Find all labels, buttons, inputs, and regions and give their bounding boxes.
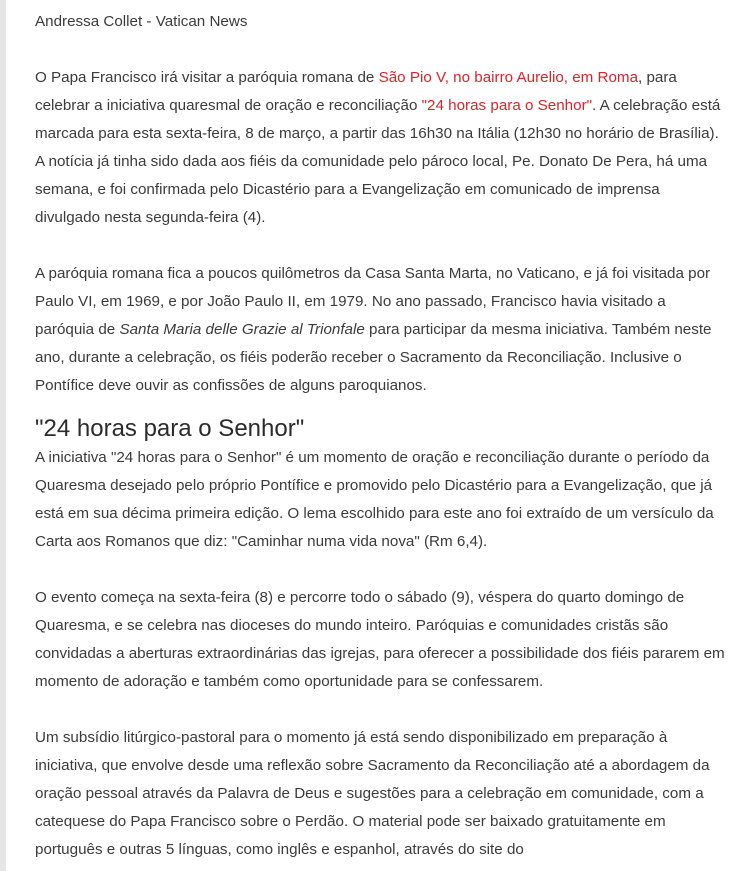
paragraph-4: O evento começa na sexta-feira (8) e percorre todo o sábado (9), véspera do quarto domingo de Quaresma, e se celebra nas dioceses do mundo inteiro. Paróquias e comunidades cristãs são convidadas a aberturas extraordinárias das igrejas, para oferecer a possibilidade dos fiéis pararem em momento de adoração e também como oportunidade para se confessarem. bbox=[35, 589, 725, 690]
paragraph-1-text-b: , para celebrar a iniciativa quaresmal de oração e reconciliação bbox=[35, 69, 677, 114]
paragraph-1 bbox=[35, 64, 725, 232]
parish-name-italic: Santa Maria delle Grazie al Trionfale bbox=[119, 321, 365, 338]
article-body bbox=[35, 8, 725, 871]
left-border bbox=[0, 0, 6, 871]
paragraph-2 bbox=[35, 260, 725, 400]
byline: Andressa Collet - Vatican News bbox=[35, 13, 248, 30]
link-24-horas[interactable]: "24 horas para o Senhor" bbox=[421, 97, 593, 114]
paragraph-2-text-a: A paróquia romana fica a poucos quilômetros da Casa Santa Marta, no Vaticano, e já foi visitada por Paulo VI, em 1969, e por João Paulo II, em 1979. No ano passado, Francisco havia visitado a paróquia de bbox=[35, 265, 711, 338]
link-sao-pio-v[interactable]: São Pio V, no bairro Aurelio, em Roma bbox=[378, 69, 639, 86]
paragraph-1-text-c: . A celebração está marcada para esta sexta-feira, 8 de março, a partir das 16h30 na Itália (12h30 no horário de Brasília). A notícia já tinha sido dada aos fiéis da comunidade pelo pároco local, Pe. Donato De Pera, há uma semana, e foi confirmada pelo Dicastério para a Evangelização em comunicado de imprensa divulgado nesta segunda-feira (4). bbox=[35, 97, 721, 226]
paragraph-5: Um subsídio litúrgico-pastoral para o momento já está sendo disponibilizado em preparação à iniciativa, que envolve desde uma reflexão sobre Sacramento da Reconciliação até a abordagem da oração pessoal através da Palavra de Deus e sugestões para a celebração em comunidade, com a catequese do Papa Francisco sobre o Perdão. O material pode ser baixado gratuitamente em português e outras 5 línguas, como inglês e espanhol, através do site do bbox=[35, 729, 710, 858]
section-heading: "24 horas para o Senhor" bbox=[35, 415, 305, 442]
paragraph-3: A iniciativa "24 horas para o Senhor" é um momento de oração e reconciliação durante o período da Quaresma desejado pelo próprio Pontífice e promovido pelo Dicastério para a Evangelização, que já está em sua décima primeira edição. O lema escolhido para este ano foi extraído de um versículo da Carta aos Romanos que diz: "Caminhar numa vida nova" (Rm 6,4). bbox=[35, 449, 714, 550]
paragraph-1-text-a: O Papa Francisco irá visitar a paróquia romana de bbox=[35, 69, 379, 86]
paragraph-2-text-b: para participar da mesma iniciativa. Também neste ano, durante a celebração, os fiéis poderão receber o Sacramento da Reconciliação. Inclusive o Pontífice deve ouvir as confissões de alguns paroquianos. bbox=[35, 321, 712, 394]
